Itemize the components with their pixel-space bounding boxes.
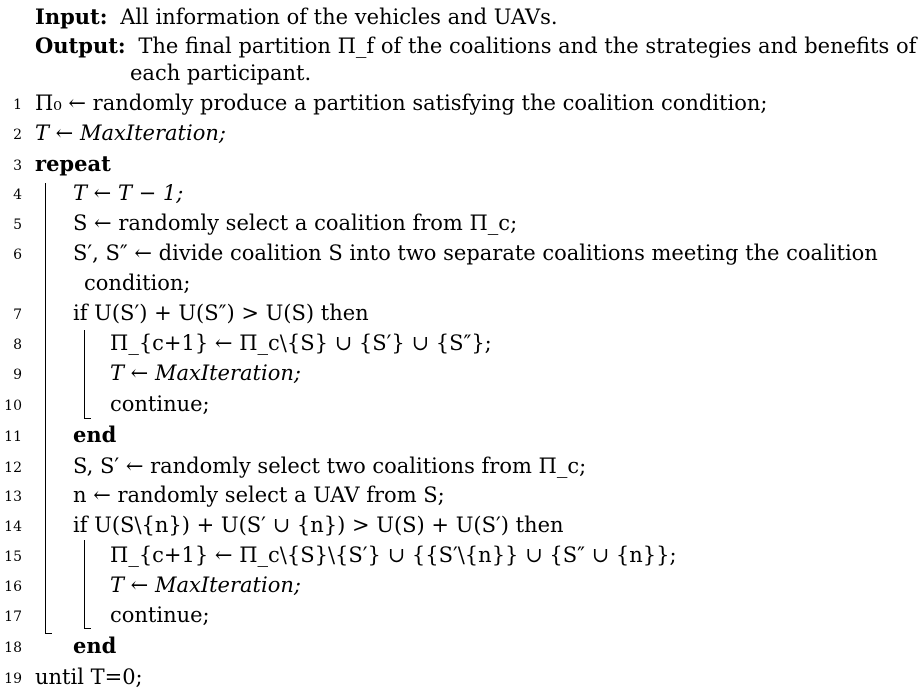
line-number: 17 (4, 609, 22, 625)
line-number: 15 (4, 549, 22, 565)
algorithm-line-19 (0, 662, 923, 692)
line-text: Π_{c+1} ← Π_c\{S} ∪ {S′} ∪ {S″}; (110, 331, 492, 355)
output-text-cont: each participant. (130, 61, 312, 85)
line-number: 14 (4, 519, 22, 535)
algorithm-line-15 (0, 540, 923, 570)
line-text: S, S′ ← randomly select two coalitions from Π_c; (73, 454, 587, 478)
line-text: Π_{c+1} ← Π_c\{S}\{S′} ∪ {{S′\{n}} ∪ {S″ ∪ {n}}; (110, 543, 677, 567)
line-number: 6 (13, 247, 22, 263)
algorithm-output (35, 31, 916, 61)
line-text: until T=0; (35, 665, 143, 689)
algorithm-line-8 (0, 328, 923, 358)
input-text: All information of the vehicles and UAVs. (120, 5, 558, 29)
line-text: condition; (84, 271, 191, 295)
line-number: 11 (4, 429, 22, 445)
line-text: n ← randomly select a UAV from S; (73, 483, 445, 507)
algorithm-line-17 (0, 600, 923, 630)
output-text: The final partition Π_f of the coalitions and the strategies and benefits of (138, 34, 917, 58)
algorithm-line-4 (0, 178, 923, 208)
algorithm-line-1 (0, 88, 923, 118)
line-number: 12 (4, 460, 22, 476)
line-number: 9 (13, 367, 22, 383)
line-text: T ← MaxIteration; (110, 573, 301, 597)
line-text: S ← randomly select a coalition from Π_c; (73, 211, 518, 235)
line-number: 16 (4, 579, 22, 595)
output-label: Output: (35, 33, 126, 58)
line-text: if U(S′) + U(S″) > U(S) then (73, 301, 369, 325)
algorithm-line-14 (0, 510, 923, 540)
algorithm-line-3 (0, 149, 923, 179)
algorithm-line-12 (0, 451, 923, 481)
line-number: 7 (13, 307, 22, 323)
algorithm-line-9 (0, 358, 923, 388)
line-text: T ← MaxIteration; (110, 361, 301, 385)
line-number: 8 (13, 337, 22, 353)
line-number: 19 (4, 671, 22, 687)
line-number: 5 (13, 217, 22, 233)
line-number: 3 (13, 158, 22, 174)
algorithm-line-7 (0, 298, 923, 328)
line-text: S′, S″ ← divide coalition S into two separate coalitions meeting the coalition (73, 241, 878, 265)
line-text: repeat (35, 151, 111, 176)
algorithm-line-6-continued (0, 268, 923, 298)
algorithm-line-2 (0, 118, 923, 148)
algorithm-line-5 (0, 208, 923, 238)
algorithm-line-16 (0, 570, 923, 600)
line-text: end (73, 633, 117, 658)
line-text: continue; (110, 603, 210, 627)
line-number: 18 (4, 640, 22, 656)
line-number: 10 (4, 398, 22, 414)
algorithm-line-11 (0, 420, 923, 450)
algorithm-input (35, 2, 558, 32)
line-number: 13 (4, 489, 22, 505)
algorithm-line-13 (0, 480, 923, 510)
line-text: T ← T − 1; (73, 181, 184, 205)
line-text: continue; (110, 392, 210, 416)
algorithm-line-18 (0, 631, 923, 661)
line-text: if U(S\{n}) + U(S′ ∪ {n}) > U(S) + U(S′) then (73, 513, 564, 537)
line-number: 1 (13, 97, 22, 113)
algorithm-line-10 (0, 389, 923, 419)
line-text: T ← MaxIteration; (35, 121, 226, 145)
line-number: 4 (13, 187, 22, 203)
line-text: Π₀ ← randomly produce a partition satisfying the coalition condition; (35, 91, 768, 115)
line-number: 2 (13, 127, 22, 143)
algorithm-line-6 (0, 238, 923, 268)
algorithm-output-continued (130, 58, 311, 88)
input-label: Input: (35, 4, 108, 29)
line-text: end (73, 422, 117, 447)
